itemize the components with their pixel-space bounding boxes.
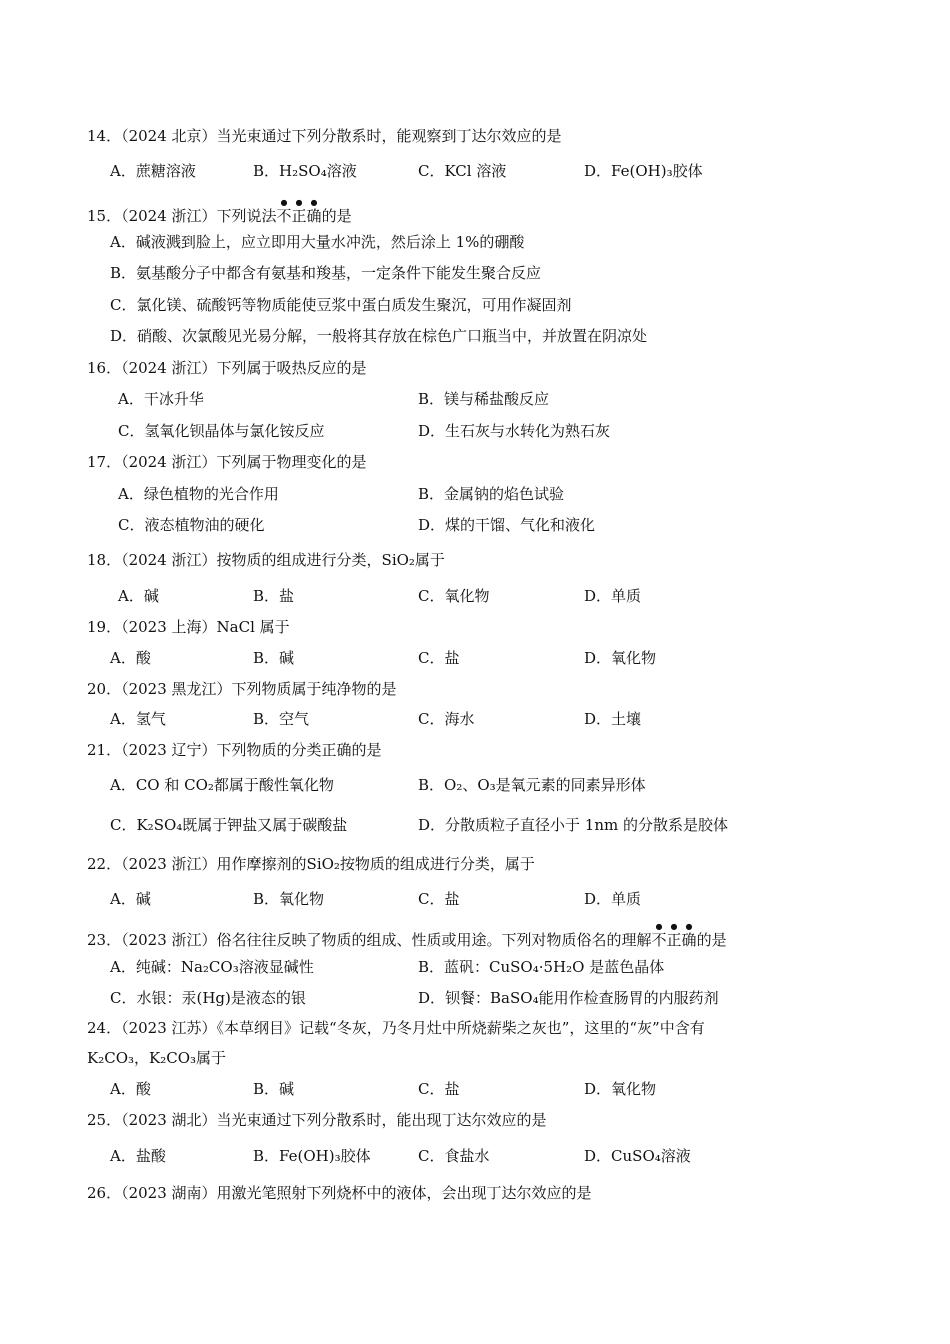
emphasis-text: 不正确 [651,931,697,949]
option-b: B．H₂SO₄溶液 [253,162,357,180]
option-d: D．硝酸、次氯酸见光易分解，一般将其存放在棕色广口瓶当中，并放置在阴凉处 [110,327,648,345]
option-b: B．氨基酸分子中都含有氨基和羧基，一定条件下能发生聚合反应 [110,264,542,282]
option-a: A．CO 和 CO₂都属于酸性氧化物 [110,776,334,794]
question-stem-after: 的是 [321,207,352,225]
question-26 [87,1183,592,1203]
question-24 [87,1018,705,1038]
question-stem: （2024 浙江）按物质的组成进行分类，SiO₂属于 [121,551,445,569]
option-d: D．生石灰与水转化为熟石灰 [418,422,611,440]
question-17 [87,452,367,472]
question-stem: （2023 上海）NaCl 属于 [121,618,290,636]
option-d: D．钡餐：BaSO₄能用作检查肠胃的内服药剂 [418,989,719,1007]
option-c: C．氯化镁、硫酸钙等物质能使豆浆中蛋白质发生聚沉，可用作凝固剂 [110,296,572,314]
question-stem: （2024 浙江）下列属于物理变化的是 [121,453,367,471]
option-d: D．氧化物 [584,649,657,667]
question-20 [87,679,397,699]
question-23 [87,922,727,950]
question-number: 16． [87,359,122,377]
option-b: B．碱 [253,1080,295,1098]
question-stem: （2023 黑龙江）下列物质属于纯净物的是 [121,680,397,698]
option-c: C．海水 [418,710,475,728]
question-stem: （2023 湖北）当光束通过下列分散系时，能出现丁达尔效应的是 [121,1111,547,1129]
option-d: D．Fe(OH)₃胶体 [584,162,703,180]
question-number: 14． [87,127,122,145]
question-stem: （2024 浙江）下列属于吸热反应的是 [121,359,367,377]
option-d: D．氧化物 [584,1080,657,1098]
option-b: B．碱 [253,649,295,667]
option-d: D．CuSO₄溶液 [584,1147,691,1165]
option-d: D．分散质粒子直径小于 1nm 的分散系是胶体 [418,816,728,834]
option-b: B．空气 [253,710,310,728]
question-number: 18． [87,551,122,569]
option-c: C．K₂SO₄既属于钾盐又属于碳酸盐 [110,816,348,834]
emphasis-text: 不正确 [276,207,322,225]
option-d: D．单质 [584,890,642,908]
question-number: 24． [87,1019,122,1037]
question-number: 23． [87,931,122,949]
option-b: B．金属钠的焰色试验 [418,485,565,503]
option-c: C．液态植物油的硬化 [118,516,265,534]
question-stem: （2023 辽宁）下列物质的分类正确的是 [121,741,382,759]
question-18 [87,550,445,570]
question-stem-before: （2024 浙江）下列说法 [121,207,277,225]
question-19 [87,617,290,637]
option-a: A．纯碱：Na₂CO₃溶液显碱性 [110,958,314,976]
question-15 [87,198,352,226]
option-a: A．酸 [110,649,151,667]
question-stem: （2023 湖南）用激光笔照射下列烧杯中的液体，会出现丁达尔效应的是 [121,1184,592,1202]
question-number: 26． [87,1184,122,1202]
option-a: A．酸 [110,1080,151,1098]
option-a: A．碱 [110,890,151,908]
option-d: D．土壤 [584,710,642,728]
question-stem: （2024 北京）当光束通过下列分散系时，能观察到丁达尔效应的是 [121,127,562,145]
option-b: B．氧化物 [253,890,325,908]
question-25 [87,1110,547,1130]
question-24-line2: K₂CO₃，K₂CO₃属于 [87,1049,227,1067]
option-c: C．水银：汞(Hg)是液态的银 [110,989,306,1007]
option-c: C．盐 [418,649,460,667]
option-b: B．镁与稀盐酸反应 [418,390,550,408]
question-stem: （2023 浙江）用作摩擦剂的SiO₂按物质的组成进行分类，属于 [121,855,535,873]
question-16 [87,358,367,378]
option-a: A．氢气 [110,710,166,728]
option-a: A．碱液溅到脸上，应立即用大量水冲洗，然后涂上 1%的硼酸 [110,233,525,251]
question-number: 19． [87,618,122,636]
option-a: A．干冰升华 [118,390,204,408]
option-a: A．绿色植物的光合作用 [118,485,279,503]
option-c: C．盐 [418,890,460,908]
option-d: D．煤的干馏、气化和液化 [418,516,596,534]
question-14 [87,126,562,146]
option-d: D．单质 [584,587,642,605]
question-stem: （2023 江苏）《本草纲目》记载“冬灰，乃冬月灶中所烧薪柴之灰也”，这里的“灰”中含有 [121,1019,705,1037]
question-number: 22． [87,855,122,873]
option-b: B．蓝矾：CuSO₄·5H₂O 是蓝色晶体 [418,958,665,976]
option-c: C．盐 [418,1080,460,1098]
option-a: A．盐酸 [110,1147,166,1165]
question-22 [87,854,535,874]
option-a: A．蔗糖溶液 [110,162,196,180]
option-c: C．食盐水 [418,1147,490,1165]
question-number: 15． [87,207,122,225]
option-b: B．盐 [253,587,295,605]
option-b: B．Fe(OH)₃胶体 [253,1147,371,1165]
question-21 [87,740,382,760]
question-stem-after: 的是 [696,931,727,949]
question-number: 17． [87,453,122,471]
option-c: C．氧化物 [418,587,490,605]
option-c: C．氢氧化钡晶体与氯化铵反应 [118,422,325,440]
question-number: 20． [87,680,122,698]
question-number: 25． [87,1111,122,1129]
question-number: 21． [87,741,122,759]
option-c: C．KCl 溶液 [418,162,507,180]
option-b: B．O₂、O₃是氧元素的同素异形体 [418,776,646,794]
question-stem-before: （2023 浙江）俗名往往反映了物质的组成、性质或用途。下列对物质俗名的理解 [121,931,652,949]
option-a: A．碱 [118,587,159,605]
